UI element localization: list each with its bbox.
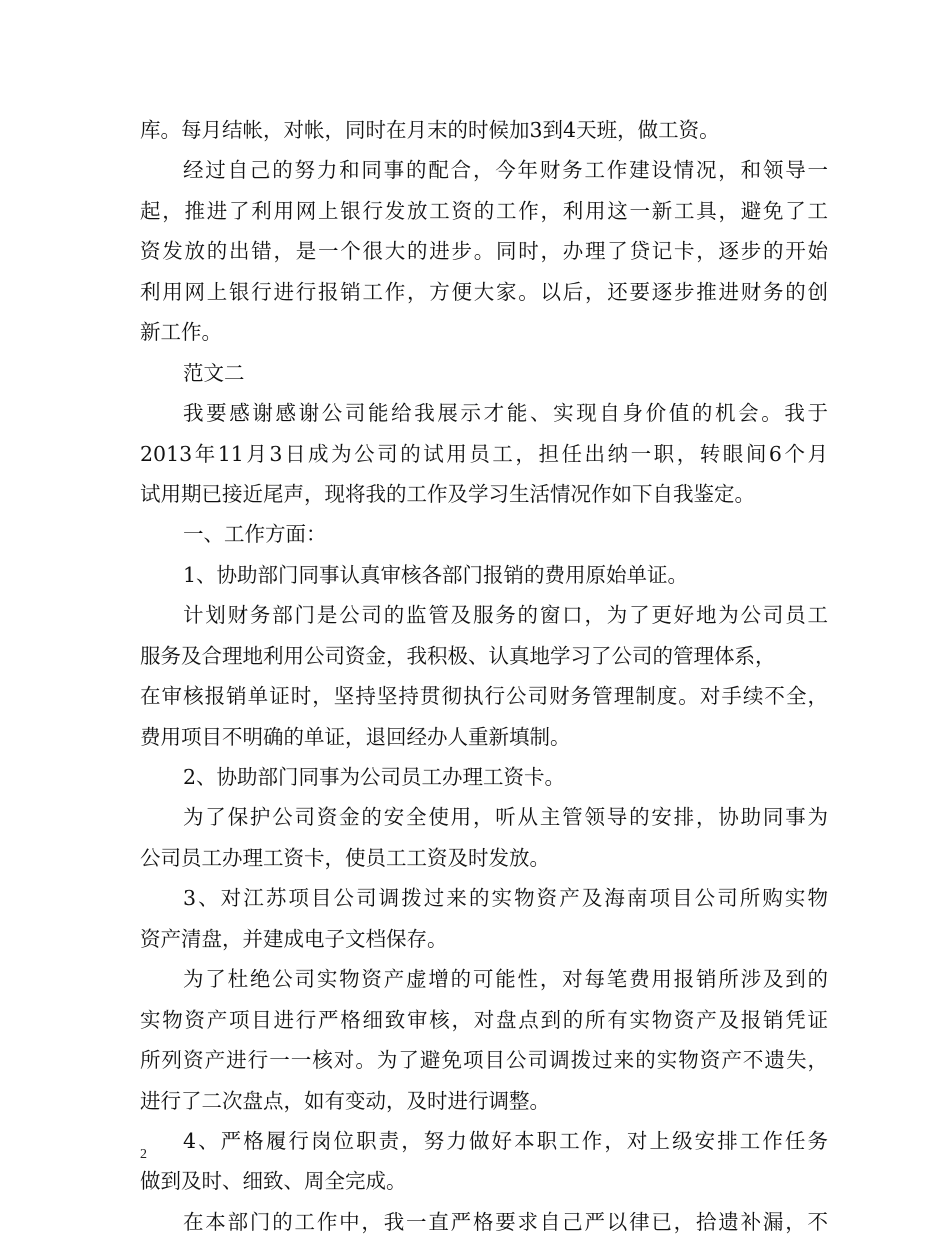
- text-line: 所列资产进行一一核对。为了避免项目公司调拨过来的实物资产不遗失，: [140, 1048, 828, 1073]
- text-line: 实物资产项目进行严格细致审核，对盘点到的所有实物资产及报销凭证: [140, 1007, 828, 1032]
- section-heading: 范文二: [183, 360, 245, 385]
- subsection-heading: 一、工作方面：: [183, 522, 327, 547]
- text-line: 做到及时、细致、周全完成。: [140, 1169, 407, 1194]
- text-line: 进行了二次盘点，如有变动，及时进行调整。: [140, 1088, 550, 1113]
- paragraph-line: 为了保护公司资金的安全使用，听从主管领导的安排，协助同事为: [183, 805, 828, 830]
- text-line: 试用期已接近尾声，现将我的工作及学习生活情况作如下自我鉴定。: [140, 481, 755, 506]
- text-line: 公司员工办理工资卡，使员工工资及时发放。: [140, 845, 550, 870]
- paragraph-line: 计划财务部门是公司的监管及服务的窗口，为了更好地为公司员工: [183, 603, 828, 628]
- paragraph-line: 在本部门的工作中，我一直严格要求自己严以律已，拾遗补漏，不: [183, 1209, 828, 1234]
- paragraph-line: 经过自己的努力和同事的配合，今年财务工作建设情况，和领导一: [183, 158, 828, 183]
- document-body: [140, 110, 828, 1242]
- text-line: 资产清盘，并建成电子文档保存。: [140, 926, 448, 951]
- text-line: 资发放的出错，是一个很大的进步。同时，办理了贷记卡，逐步的开始: [140, 239, 828, 264]
- paragraph-line: 我要感谢感谢公司能给我展示才能、实现自身价值的机会。我于: [183, 401, 828, 426]
- text-line: 费用项目不明确的单证，退回经办人重新填制。: [140, 724, 571, 749]
- list-item-heading: 1、协助部门同事认真审核各部门报销的费用原始单证。: [183, 562, 689, 587]
- list-item-heading: 4、严格履行岗位职责，努力做好本职工作，对上级安排工作任务: [183, 1128, 828, 1153]
- text-line: 2013年11月3日成为公司的试用员工，担任出纳一职，转眼间6个月: [140, 441, 828, 466]
- list-item-heading: 2、协助部门同事为公司员工办理工资卡。: [183, 765, 566, 789]
- text-line: 在审核报销单证时，坚持坚持贯彻执行公司财务管理制度。对手续不全，: [140, 684, 828, 709]
- text-line: 新工作。: [140, 320, 222, 345]
- text-line: 库。每月结帐，对帐，同时在月末的时候加3到4天班，做工资。: [140, 118, 720, 142]
- paragraph-line: 为了杜绝公司实物资产虚增的可能性，对每笔费用报销所涉及到的: [183, 967, 828, 992]
- text-line: 起，推进了利用网上银行发放工资的工作，利用这一新工具，避免了工: [140, 198, 828, 223]
- page-number: 2: [140, 1147, 147, 1162]
- list-item-heading: 3、对江苏项目公司调拨过来的实物资产及海南项目公司所购实物: [183, 886, 828, 911]
- text-line: 服务及合理地利用公司资金，我积极、认真地学习了公司的管理体系，: [140, 643, 776, 668]
- text-line: 利用网上银行进行报销工作，方便大家。以后，还要逐步推进财务的创: [140, 279, 828, 304]
